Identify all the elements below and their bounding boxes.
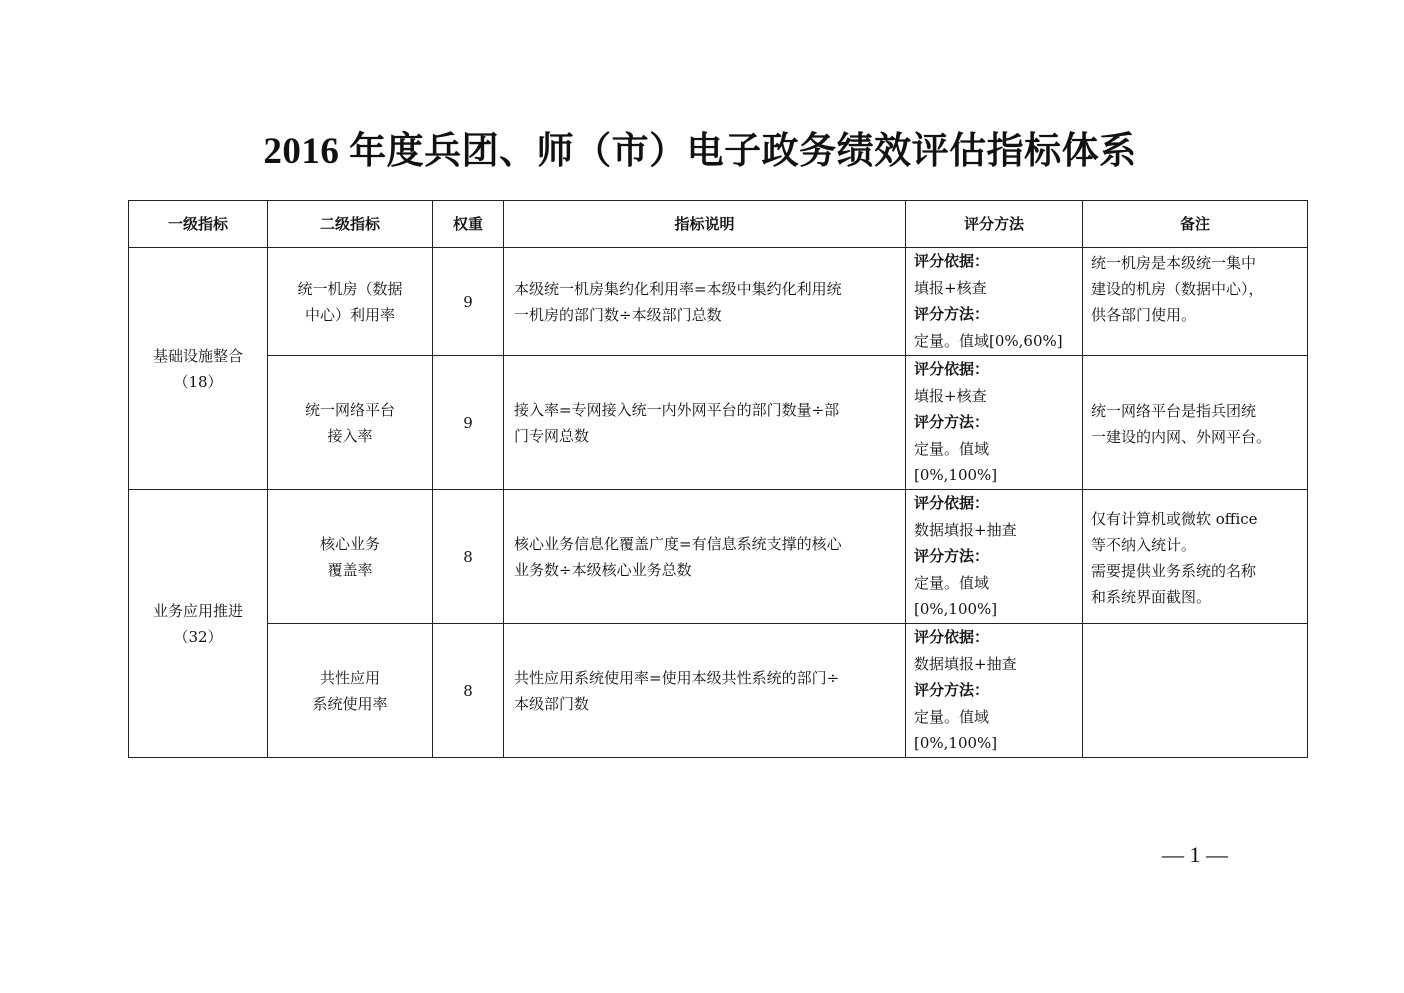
method-range: [0%,100%]: [914, 734, 998, 752]
level2-cell: [268, 356, 433, 490]
indicator-table: [128, 200, 1308, 758]
scoring-method-cell: [906, 624, 1083, 758]
header-weight: 权重: [433, 201, 504, 248]
weight-cell: 9: [433, 248, 504, 356]
remark-line: 等不纳入统计。: [1091, 536, 1197, 554]
level2-cell: [268, 248, 433, 356]
basis-label: 评分依据：: [914, 360, 990, 378]
description-line: 核心业务信息化覆盖广度=有信息系统支撑的核心: [514, 534, 842, 553]
basis-value: 数据填报+抽查: [914, 654, 1017, 673]
method-range: [0%,100%]: [914, 600, 998, 618]
remark-line: 和系统界面截图。: [1091, 588, 1212, 606]
level2-line: 接入率: [327, 426, 373, 445]
level2-cell: [268, 490, 433, 624]
remark-line: 统一网络平台是指兵团统: [1091, 401, 1257, 420]
level1-weight: （18）: [173, 372, 223, 391]
scoring-method-cell: [906, 248, 1083, 356]
level2-line: 统一机房（数据: [297, 279, 403, 298]
level2-line: 中心）利用率: [304, 305, 395, 324]
basis-label: 评分依据：: [914, 252, 990, 270]
header-level1: 一级指标: [129, 201, 268, 248]
remarks-cell: [1083, 356, 1308, 490]
level1-name: 业务应用推进: [152, 601, 243, 620]
table-row: [129, 356, 1308, 490]
header-level2: 二级指标: [268, 201, 433, 248]
remark-line: 供各部门使用。: [1091, 306, 1197, 324]
table-row: [129, 490, 1308, 624]
method-value: 定量。值域[0%,60%]: [914, 331, 1063, 350]
level2-line: 核心业务: [319, 534, 380, 553]
basis-label: 评分依据：: [914, 494, 990, 512]
description-line: 本级统一机房集约化利用率=本级中集约化利用统: [514, 279, 842, 298]
description-line: 接入率=专网接入统一内外网平台的部门数量÷部: [514, 400, 840, 419]
level1-name: 基础设施整合: [152, 346, 243, 365]
method-label: 评分方法：: [914, 547, 990, 565]
description-line: 本级部门数: [514, 694, 590, 713]
description-cell: [504, 248, 906, 356]
description-line: 共性应用系统使用率=使用本级共性系统的部门÷: [514, 668, 840, 687]
level1-cell: [129, 490, 268, 758]
description-line: 门专网总数: [514, 426, 590, 445]
remark-line: 仅有计算机或微软 office: [1091, 510, 1258, 528]
level1-weight: （32）: [173, 627, 223, 646]
method-range: [0%,100%]: [914, 466, 998, 484]
description-cell: [504, 356, 906, 490]
level2-cell: [268, 624, 433, 758]
method-label: 评分方法：: [914, 305, 990, 323]
basis-value: 填报+核查: [914, 386, 987, 405]
level2-line: 系统使用率: [312, 694, 388, 713]
method-label: 评分方法：: [914, 681, 990, 699]
remarks-cell-empty: [1083, 624, 1308, 758]
remark-line: 需要提供业务系统的名称: [1091, 562, 1257, 580]
level2-line: 统一网络平台: [304, 400, 395, 419]
weight-cell: 8: [433, 624, 504, 758]
scoring-method-cell: [906, 356, 1083, 490]
header-remarks: 备注: [1083, 201, 1308, 248]
page-number: — 1 —: [1162, 842, 1228, 867]
header-scoring-method: 评分方法: [906, 201, 1083, 248]
remarks-cell: [1083, 248, 1308, 356]
table-row: [129, 248, 1308, 356]
basis-label: 评分依据：: [914, 628, 990, 646]
weight-cell: 9: [433, 356, 504, 490]
table-row: [129, 624, 1308, 758]
remarks-cell: [1083, 490, 1308, 624]
method-label: 评分方法：: [914, 413, 990, 431]
level1-cell: [129, 248, 268, 490]
remark-line: 统一机房是本级统一集中: [1091, 254, 1257, 272]
basis-value: 数据填报+抽查: [914, 520, 1017, 539]
level2-line: 覆盖率: [327, 560, 373, 579]
table-header-row: [129, 201, 1308, 248]
basis-value: 填报+核查: [914, 278, 987, 297]
description-cell: [504, 624, 906, 758]
method-value: 定量。值域: [914, 573, 990, 592]
remark-line: 一建设的内网、外网平台。: [1091, 427, 1272, 446]
remark-line: 建设的机房（数据中心），: [1091, 280, 1264, 298]
weight-cell: 8: [433, 490, 504, 624]
description-cell: [504, 490, 906, 624]
description-line: 一机房的部门数÷本级部门总数: [514, 305, 722, 324]
method-value: 定量。值域: [914, 707, 990, 726]
page-title: 2016 年度兵团、师（市）电子政务绩效评估指标体系: [263, 131, 1137, 172]
description-line: 业务数÷本级核心业务总数: [514, 560, 692, 579]
header-description: 指标说明: [504, 201, 906, 248]
level2-line: 共性应用: [319, 668, 380, 687]
scoring-method-cell: [906, 490, 1083, 624]
method-value: 定量。值域: [914, 439, 990, 458]
